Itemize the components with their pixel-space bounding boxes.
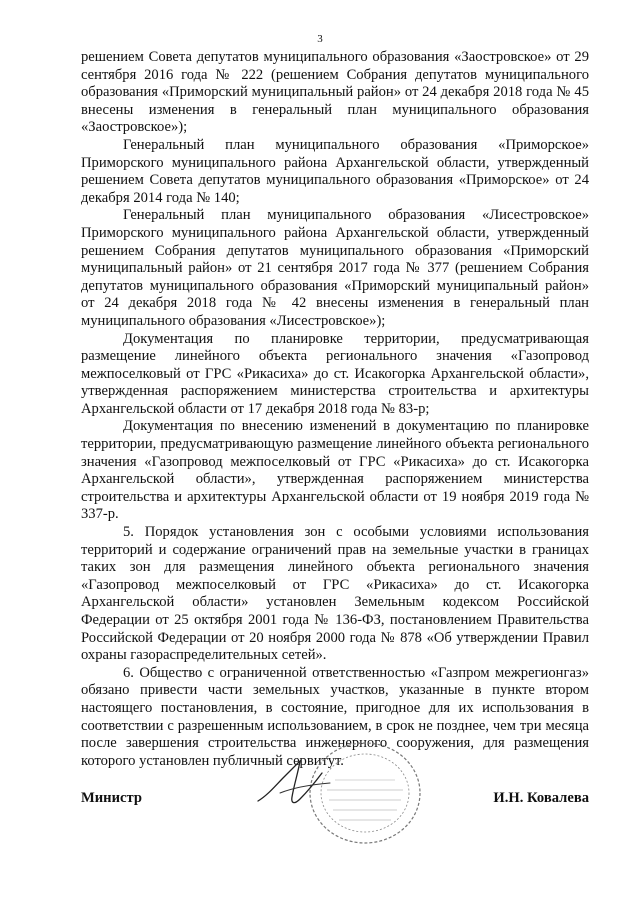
paragraph-item-5: 5. Порядок установления зон с особыми условиями использования территорий и содержание ограничений прав на земельные участки в границах таких зон для размещения линейного объекта регионального значения «Газопровод межпоселковый от ГРС «Рикасиха» до ст. Исакогорка Архангельской области» установлен Земельным кодексом Российской Федерации от 25 октября 2001 года № 136-ФЗ, постановлением Правительства Российской Федерации от 20 ноября 2000 года № 878 «Об утверждении Правил охраны газораспределительных сетей». — [81, 524, 589, 664]
paragraph-lisestrovskoe-plan: Генеральный план муниципального образования «Лисестровское» Приморского муниципального района Архангельской области, утвержденный решением Собрания депутатов муниципального образования «Приморский муниципальный район» от 21 сентября 2017 года № 377 (решением Собрания депутатов муниципального образования «Приморский муниципальный район» от 24 декабря 2018 года № 42 внесены изменения в генеральный план муниципального образования «Лисестровское»); — [81, 207, 589, 329]
page-number: 3 — [317, 33, 323, 45]
signature-block — [81, 790, 589, 820]
signatory-title: Министр — [81, 790, 142, 806]
paragraph-primorskoe-plan: Генеральный план муниципального образования «Приморское» Приморского муниципального района Архангельской области, утвержденный решением Совета депутатов муниципального образования «Приморское» от 24 декабря 2014 года № 140; — [81, 136, 589, 206]
signatory-name: И.Н. Ковалева — [493, 790, 589, 806]
paragraph-planning-documentation: Документация по планировке территории, предусматривающая размещение линейного объекта регионального значения «Газопровод межпоселковый от ГРС «Рикасиха» до ст. Исакогорка Архангельской области», утвержденная распоряжением министерства строительства и архитектуры Архангельской области от 17 декабря 2018 года № 83-р; — [81, 330, 589, 417]
document-body — [81, 49, 589, 770]
paragraph-planning-amendments: Документация по внесению изменений в документацию по планировке территории, предусматривающую размещение линейного объекта регионального значения «Газопровод межпоселковый от ГРС «Рикасиха» до ст. Исакогорка Архангельской области», утвержденная распоряжением министерства строительства и архитектуры Архангельской области от 19 ноября 2019 года № 337-р. — [81, 418, 589, 523]
paragraph-item-6: 6. Общество с ограниченной ответственностью «Газпром межрегионгаз» обязано привести части земельных участков, указанные в пункте втором настоящего постановления, в состояние, пригодное для их использования в соответствии с разрешенным использованием, в срок не позднее, чем три месяца после завершения строительства инженерного сооружения, для размещения которого установлен публичный сервитут. — [81, 664, 589, 769]
paragraph-zaostrovskoe-plan: решением Совета депутатов муниципального образования «Заостровское» от 29 сентября 2016 года № 222 (решением Собрания депутатов муниципального образования «Приморский муниципальный район» от 24 декабря 2018 года № 45 внесены изменения в генеральный план муниципального образования «Заостровское»); — [81, 49, 589, 136]
